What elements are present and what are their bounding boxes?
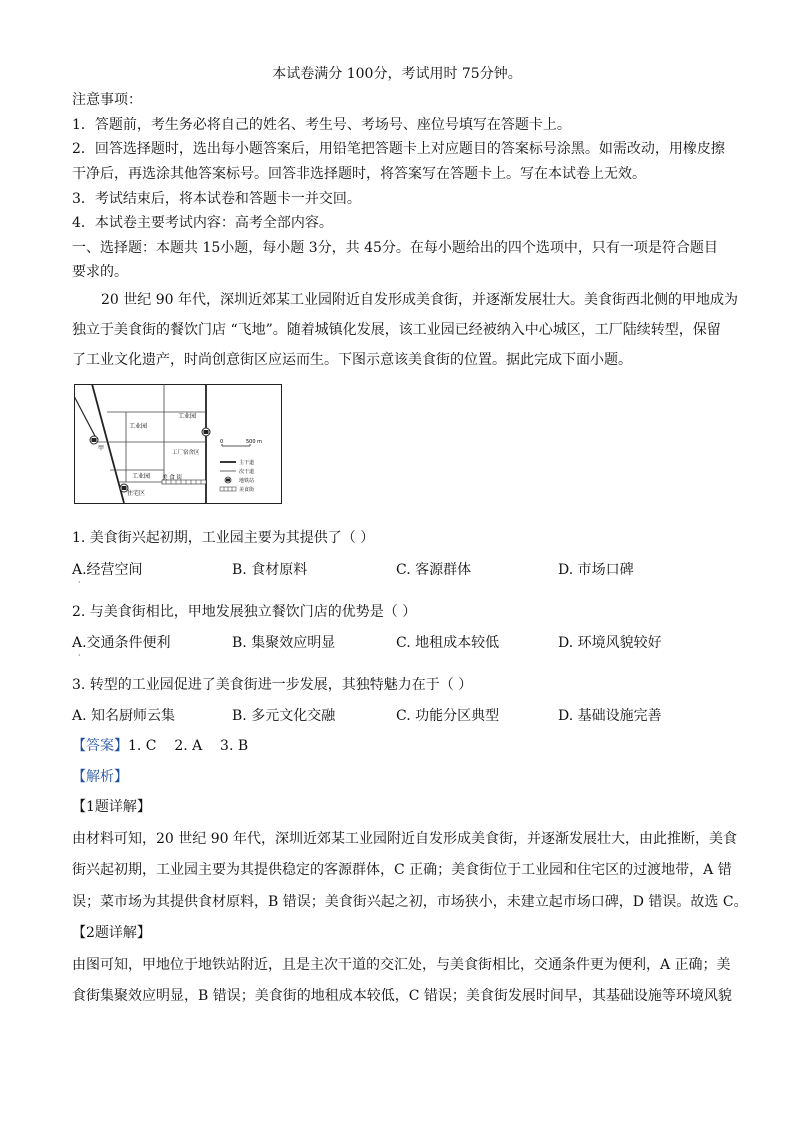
exam-header: 本试卷满分 100分，考试用时 75分钟。: [272, 66, 522, 82]
map-label: 甲: [98, 445, 105, 452]
speck-mark: ·: [78, 578, 81, 587]
map-label: 工业园: [132, 473, 151, 480]
passage-line: 独立于美食街的餐饮门店 “飞地”。随着城镇化发展，该工业园已经被纳入中心城区，工厂陆续转型，保留: [72, 322, 721, 338]
option-d: D. 市场口碑: [558, 562, 634, 578]
detail-1-line: 由材料可知，20 世纪 90 年代，深圳近郊某工业园附近自发形成美食街，并逐渐发展壮大，由此推断，美食: [72, 831, 737, 847]
detail-2-line: 由图可知，甲地位于地铁站附近，且是主次干道的交汇处，与美食街相比，交通条件更为便利，A 正确；美: [72, 957, 731, 973]
passage-line: 了工业文化遗产，时尚创意街区应运而生。下图示意该美食街的位置。据此完成下面小题。: [72, 352, 632, 368]
option-b: B. 集聚效应明显: [232, 635, 336, 651]
map-label: 工业园: [178, 413, 197, 420]
notice-line: 3．考试结束后，将本试卷和答题卡一并交回。: [72, 191, 361, 207]
answer-tag: 【答案】: [72, 738, 128, 754]
notice-line: 1．答题前，考生务必将自己的姓名、考生号、考场号、座位号填写在答题卡上。: [72, 117, 571, 133]
legend-main-road: 主干道: [239, 460, 255, 466]
detail-1-heading: 【1题详解】: [72, 799, 151, 815]
option-c: C. 功能分区典型: [396, 708, 500, 724]
question-stem: 1. 美食街兴起初期，工业园主要为其提供了（ ）: [72, 530, 375, 546]
legend-food-street: 美食街: [239, 487, 255, 493]
map-label: 工业园: [129, 423, 148, 430]
scale-label: 500 m: [246, 439, 263, 445]
detail-2-line: 食街集聚效应明显，B 错误；美食街的地租成本较低，C 错误；美食街发展时间早，其基础设施等环境风貌: [72, 988, 732, 1004]
option-c: C. 客源群体: [396, 562, 472, 578]
question-stem: 2. 与美食街相比，甲地发展独立餐饮门店的优势是（ ）: [72, 604, 417, 620]
section-heading: 一、选择题：本题共 15小题，每小题 3分，共 45分。在每小题给出的四个选项中，只有一项是符合题目: [72, 240, 718, 256]
option-a: A.经营空间: [72, 562, 143, 578]
notice-line: 4．本试卷主要考试内容：高考全部内容。: [72, 215, 333, 231]
map-label: 美 食 街: [162, 475, 182, 481]
detail-2-heading: 【2题详解】: [72, 925, 151, 941]
option-a: A.交通条件便利: [72, 635, 171, 651]
detail-1-line: 误；菜市场为其提供食材原料，B 错误；美食街兴起之初，市场狭小，未建立起市场口碑，D 错误。故选 C。: [72, 894, 748, 910]
option-d: D. 环境风貌较好: [558, 635, 662, 651]
option-d: D. 基础设施完善: [558, 708, 662, 724]
analysis-tag: 【解析】: [72, 769, 128, 785]
notice-title: 注意事项：: [72, 92, 142, 108]
section-heading-cont: 要求的。: [72, 264, 128, 280]
scale-zero: 0: [220, 439, 224, 445]
answer-line: [72, 736, 248, 756]
option-b: B. 食材原料: [232, 562, 308, 578]
speck-mark: ·: [78, 651, 81, 660]
legend-subway: 地铁站: [239, 478, 255, 484]
map-label: 住宅区: [127, 490, 146, 497]
passage-line: 20 世纪 90 年代，深圳近郊某工业园附近自发形成美食街，并逐渐发展壮大。美食街西北侧的甲地成为: [101, 292, 738, 308]
food-street-location-map: [74, 384, 282, 504]
detail-1-line: 街兴起初期，工业园主要为其提供稳定的客源群体，C 正确；美食街位于工业园和住宅区的过渡地带，A 错: [72, 862, 732, 878]
legend-secondary-road: 次干道: [239, 469, 255, 475]
notice-line: 2．回答选择题时，选出每小题答案后，用铅笔把答题卡上对应题目的答案标号涂黑。如需改动，用橡皮擦: [72, 141, 725, 157]
question-stem: 3. 转型的工业园促进了美食街进一步发展，其独特魅力在于（ ）: [72, 677, 473, 693]
option-c: C. 地租成本较低: [396, 635, 500, 651]
map-label: 工厂宿舍区: [172, 450, 200, 456]
option-a: A. 知名厨师云集: [72, 708, 176, 724]
answer-text: 1. C 2. A 3. B: [128, 738, 249, 754]
option-b: B. 多元文化交融: [232, 708, 336, 724]
notice-line: 干净后，再选涂其他答案标号。回答非选择题时，将答案写在答题卡上。写在本试卷上无效。: [72, 166, 646, 182]
